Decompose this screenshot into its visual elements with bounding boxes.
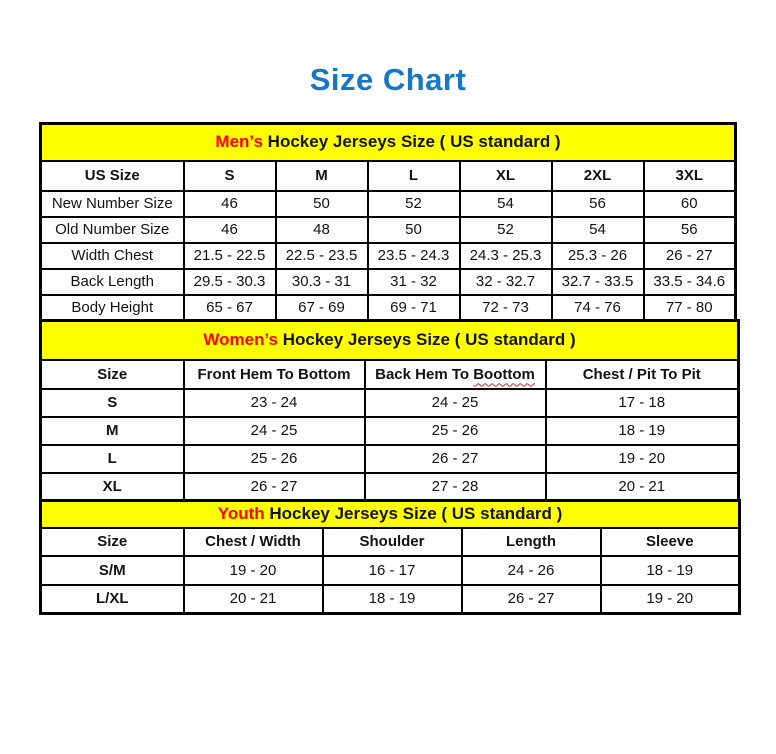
- row-label: S: [41, 389, 184, 417]
- row-label: S/M: [41, 556, 184, 585]
- cell: 16 - 17: [323, 556, 462, 585]
- cell: 21.5 - 22.5: [184, 243, 276, 269]
- table-row-new-number-size: [41, 191, 736, 217]
- table-row-women-s: [41, 389, 739, 417]
- row-label: M: [41, 417, 184, 445]
- row-label: Width Chest: [41, 243, 184, 269]
- cell: 20 - 21: [546, 473, 739, 501]
- youth-section-header-text: Hockey Jerseys Size ( US standard ): [264, 504, 563, 524]
- cell: 69 - 71: [368, 295, 460, 321]
- womens-size-table: [39, 319, 740, 502]
- table-row-old-number-size: [41, 217, 736, 243]
- cell: 30.3 - 31: [276, 269, 368, 295]
- youth-section-header-highlight: Youth: [217, 504, 265, 524]
- mens-column-header-3xl: 3XL: [644, 161, 736, 191]
- cell: 77 - 80: [644, 295, 736, 321]
- cell: 50: [368, 217, 460, 243]
- mens-section-header-row: [41, 124, 736, 161]
- cell: 74 - 76: [552, 295, 644, 321]
- mens-column-header-m: M: [276, 161, 368, 191]
- cell: 65 - 67: [184, 295, 276, 321]
- mens-section-header: [41, 124, 736, 161]
- row-label: Body Height: [41, 295, 184, 321]
- cell: 19 - 20: [546, 445, 739, 473]
- cell: 22.5 - 23.5: [276, 243, 368, 269]
- cell: 26 - 27: [462, 585, 601, 614]
- womens-column-header-chest: Chest / Pit To Pit: [546, 360, 739, 389]
- table-row-women-xl: [41, 473, 739, 501]
- cell: 25 - 26: [184, 445, 365, 473]
- cell: 24.3 - 25.3: [460, 243, 552, 269]
- table-row-women-m: [41, 417, 739, 445]
- youth-header-row: [41, 528, 740, 556]
- cell: 18 - 19: [601, 556, 740, 585]
- cell: 20 - 21: [184, 585, 323, 614]
- cell: 72 - 73: [460, 295, 552, 321]
- youth-column-header-length: Length: [462, 528, 601, 556]
- cell: 67 - 69: [276, 295, 368, 321]
- womens-column-header-back-hem: [365, 360, 546, 389]
- mens-column-header-s: S: [184, 161, 276, 191]
- cell: 25 - 26: [365, 417, 546, 445]
- cell: 32.7 - 33.5: [552, 269, 644, 295]
- youth-section-header: [41, 501, 740, 528]
- cell: 33.5 - 34.6: [644, 269, 736, 295]
- youth-column-header-chest-width: Chest / Width: [184, 528, 323, 556]
- cell: 48: [276, 217, 368, 243]
- row-label: L/XL: [41, 585, 184, 614]
- mens-header-row: [41, 161, 736, 191]
- youth-column-header-sleeve: Sleeve: [601, 528, 740, 556]
- cell: 17 - 18: [546, 389, 739, 417]
- cell: 19 - 20: [601, 585, 740, 614]
- cell: 26 - 27: [184, 473, 365, 501]
- page-title: Size Chart: [309, 62, 467, 97]
- table-row-back-length: [41, 269, 736, 295]
- womens-section-header-text: Hockey Jerseys Size ( US standard ): [278, 330, 576, 350]
- cell: 31 - 32: [368, 269, 460, 295]
- mens-column-header-2xl: 2XL: [552, 161, 644, 191]
- table-row-women-l: [41, 445, 739, 473]
- womens-section-header-highlight: Women’s: [203, 330, 278, 350]
- size-tables: [39, 122, 737, 615]
- cell: 25.3 - 26: [552, 243, 644, 269]
- table-row-youth-lxl: [41, 585, 740, 614]
- row-label: Old Number Size: [41, 217, 184, 243]
- youth-column-header-size: Size: [41, 528, 184, 556]
- cell: 54: [460, 191, 552, 217]
- cell: 32 - 32.7: [460, 269, 552, 295]
- womens-section-header: [41, 321, 739, 360]
- cell: 23 - 24: [184, 389, 365, 417]
- mens-column-header-us-size: US Size: [41, 161, 184, 191]
- table-row-youth-sm: [41, 556, 740, 585]
- cell: 56: [552, 191, 644, 217]
- cell: 54: [552, 217, 644, 243]
- mens-section-header-text: Hockey Jerseys Size ( US standard ): [262, 132, 561, 152]
- womens-column-header-size: Size: [41, 360, 184, 389]
- mens-column-header-l: L: [368, 161, 460, 191]
- womens-column-header-front-hem: Front Hem To Bottom: [184, 360, 365, 389]
- table-row-width-chest: [41, 243, 736, 269]
- cell: 50: [276, 191, 368, 217]
- row-label: XL: [41, 473, 184, 501]
- mens-column-header-xl: XL: [460, 161, 552, 191]
- cell: 46: [184, 191, 276, 217]
- cell: 52: [368, 191, 460, 217]
- youth-section-header-row: [41, 501, 740, 528]
- cell: 24 - 26: [462, 556, 601, 585]
- cell: 24 - 25: [184, 417, 365, 445]
- row-label: Back Length: [41, 269, 184, 295]
- youth-size-table: [39, 499, 741, 615]
- cell: 27 - 28: [365, 473, 546, 501]
- table-row-body-height: [41, 295, 736, 321]
- cell: 52: [460, 217, 552, 243]
- cell: 26 - 27: [644, 243, 736, 269]
- back-hem-label-prefix: Back Hem To: [375, 365, 474, 383]
- cell: 24 - 25: [365, 389, 546, 417]
- row-label: New Number Size: [41, 191, 184, 217]
- cell: 26 - 27: [365, 445, 546, 473]
- cell: 46: [184, 217, 276, 243]
- row-label: L: [41, 445, 184, 473]
- mens-section-header-highlight: Men’s: [215, 132, 263, 152]
- cell: 19 - 20: [184, 556, 323, 585]
- cell: 23.5 - 24.3: [368, 243, 460, 269]
- womens-header-row: [41, 360, 739, 389]
- size-chart-image: [0, 62, 776, 615]
- back-hem-label-misspelled: Boottom: [473, 365, 535, 383]
- cell: 60: [644, 191, 736, 217]
- cell: 18 - 19: [546, 417, 739, 445]
- cell: 56: [644, 217, 736, 243]
- womens-section-header-row: [41, 321, 739, 360]
- mens-size-table: [39, 122, 737, 322]
- youth-column-header-shoulder: Shoulder: [323, 528, 462, 556]
- cell: 29.5 - 30.3: [184, 269, 276, 295]
- cell: 18 - 19: [323, 585, 462, 614]
